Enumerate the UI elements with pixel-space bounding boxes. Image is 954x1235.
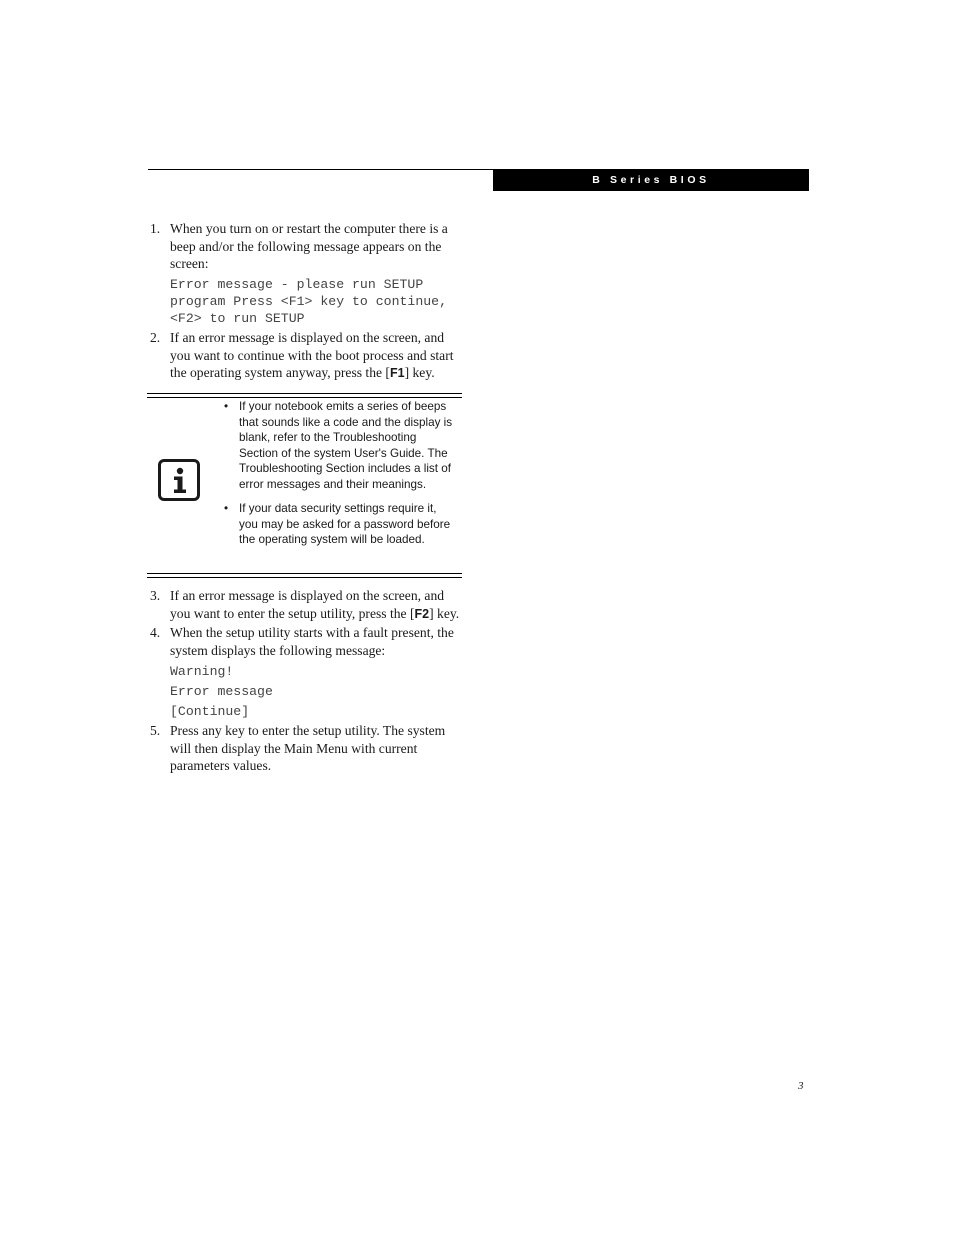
section-title: B Series BIOS (592, 174, 710, 186)
key-f1: F1 (389, 366, 405, 380)
bullet: • (224, 502, 229, 515)
step-text: When the setup utility starts with a fault present, the system displays the following message: (170, 625, 454, 658)
note-top-rule (147, 397, 462, 398)
step-1 (150, 220, 465, 273)
warning-line: Error message (170, 684, 273, 699)
step-text-part: If an error message is displayed on the screen, and you want to continue with the boot process and start the operating system anyway, press the [ (170, 330, 454, 380)
step-5 (150, 722, 465, 775)
step-number: 5. (150, 723, 161, 738)
note-text: If your data security settings require it, you may be asked for a password before the operating system will be loaded. (239, 502, 451, 547)
note-bottom-rule (147, 573, 462, 574)
bullet: • (224, 400, 229, 413)
warning-line: Warning! (170, 664, 234, 679)
info-icon (158, 459, 200, 501)
step-4 (150, 624, 465, 659)
step-text-part: If an error message is displayed on the screen, and you want to enter the setup utility, press the [ (170, 588, 445, 621)
note-text: If your notebook emits a series of beeps that sounds like a code and the display is blank, refer to the Troubleshooting Section of the system User's Guide. The Troubleshooting Section includes a list of error messages and their meanings. (239, 400, 453, 491)
header-rule (148, 169, 493, 170)
step-2 (150, 329, 465, 383)
step-text: Press any key to enter the setup utility. The system will then display the Main Menu with current parameters values. (170, 723, 446, 773)
key-f2: F2 (414, 606, 430, 621)
step-number: 2. (150, 330, 161, 345)
section-header (493, 169, 809, 191)
note-item (224, 501, 456, 548)
warning-line: [Continue] (170, 704, 250, 719)
note-bottom-rule (147, 577, 462, 578)
step-number: 4. (150, 625, 161, 640)
step-text: When you turn on or restart the computer there is a beep and/or the following message appears on the screen: (170, 221, 448, 271)
page-number: 3 (798, 1080, 804, 1092)
error-message-code: Error message - please run SETUP program Press <F1> key to continue, <F2> to run SETUP (170, 277, 447, 326)
step-text-part: ] key. (404, 365, 435, 380)
note-top-rule (147, 393, 462, 394)
step-text-part: ] key. (429, 605, 460, 621)
step-text (170, 329, 465, 383)
step-number: 3. (150, 588, 161, 603)
step-3 (150, 587, 465, 623)
step-number: 1. (150, 221, 161, 236)
step-text (170, 587, 465, 623)
note-item (224, 399, 456, 493)
